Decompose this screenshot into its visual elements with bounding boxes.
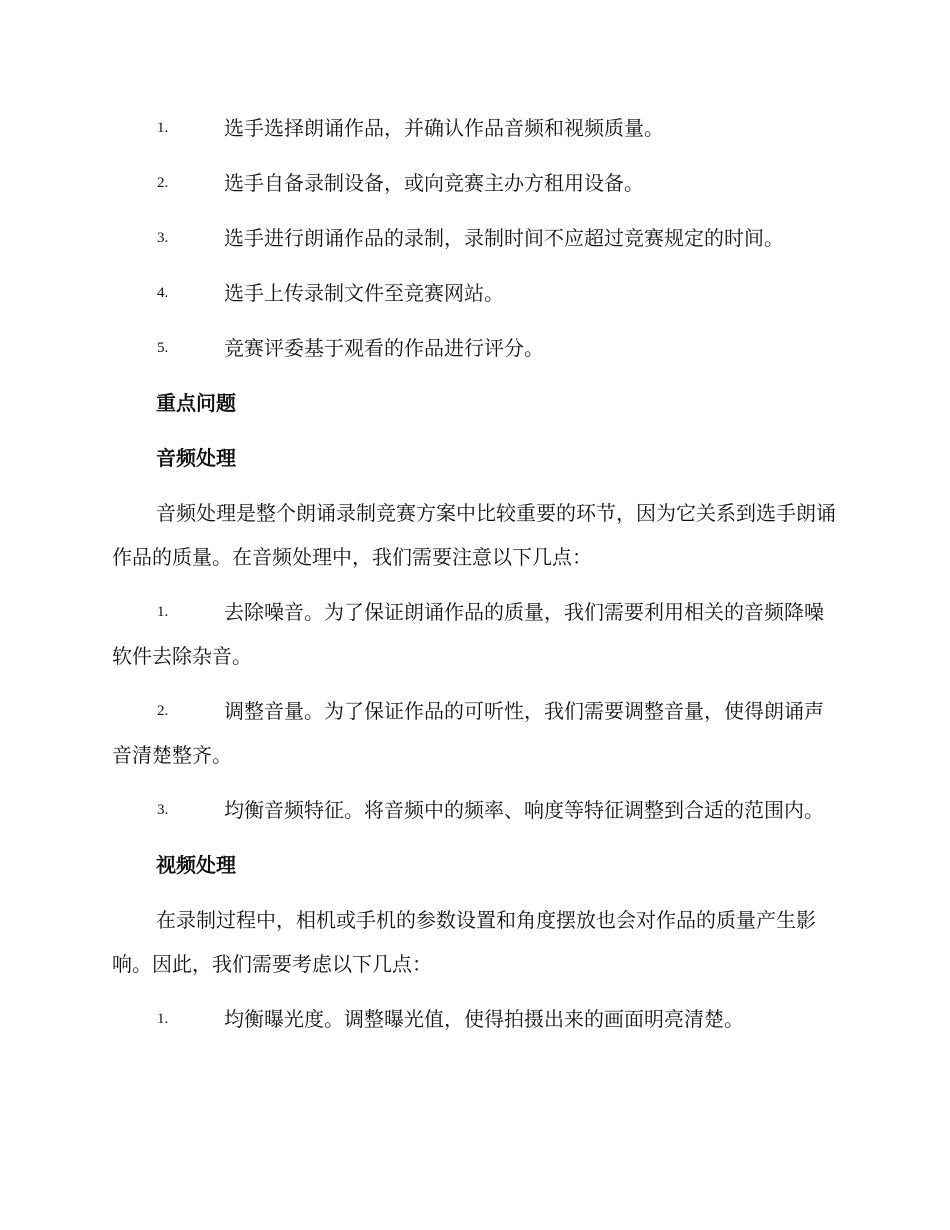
list-item	[112, 997, 836, 1041]
list-item	[112, 216, 836, 260]
list-text: 去除噪音。为了保证朗诵作品的质量，我们需要利用相关的音频降噪软件去除杂音。	[112, 600, 824, 668]
list-item	[112, 689, 836, 777]
video-paragraph: 在录制过程中，相机或手机的参数设置和角度摆放也会对作品的质量产生影响。因此，我们需要考虑以下几点：	[112, 908, 816, 976]
list-number: 2.	[157, 703, 169, 719]
list-text: 选手选择朗诵作品，并确认作品音频和视频质量。	[224, 116, 664, 140]
list-item	[112, 161, 836, 205]
list-number: 1.	[157, 120, 169, 136]
section-heading-audio: 音频处理	[156, 446, 236, 470]
list-text: 均衡曝光度。调整曝光值，使得拍摄出来的画面明亮清楚。	[224, 1007, 744, 1031]
list-text: 选手上传录制文件至竞赛网站。	[224, 281, 504, 305]
list-item	[112, 788, 836, 832]
list-text: 选手自备录制设备，或向竞赛主办方租用设备。	[224, 171, 644, 195]
list-text: 竞赛评委基于观看的作品进行评分。	[224, 336, 544, 360]
list-number: 5.	[157, 340, 169, 356]
list-number: 2.	[157, 175, 169, 191]
list-number: 3.	[157, 230, 169, 246]
list-number: 1.	[157, 1011, 169, 1027]
list-number: 3.	[157, 802, 169, 818]
section-heading-key-issues: 重点问题	[156, 391, 236, 415]
document-body	[112, 106, 836, 1052]
list-text: 均衡音频特征。将音频中的频率、响度等特征调整到合适的范围内。	[224, 798, 824, 822]
list-text: 选手进行朗诵作品的录制，录制时间不应超过竞赛规定的时间。	[224, 226, 784, 250]
list-text: 调整音量。为了保证作品的可听性，我们需要调整音量，使得朗诵声音清楚整齐。	[112, 699, 824, 767]
list-item	[112, 326, 836, 370]
list-item	[112, 106, 836, 150]
section-heading-video: 视频处理	[156, 853, 236, 877]
list-item	[112, 271, 836, 315]
list-number: 4.	[157, 285, 169, 301]
audio-paragraph: 音频处理是整个朗诵录制竞赛方案中比较重要的环节，因为它关系到选手朗诵作品的质量。在音频处理中，我们需要注意以下几点：	[112, 501, 836, 569]
list-item	[112, 590, 836, 678]
list-number: 1.	[157, 604, 169, 620]
